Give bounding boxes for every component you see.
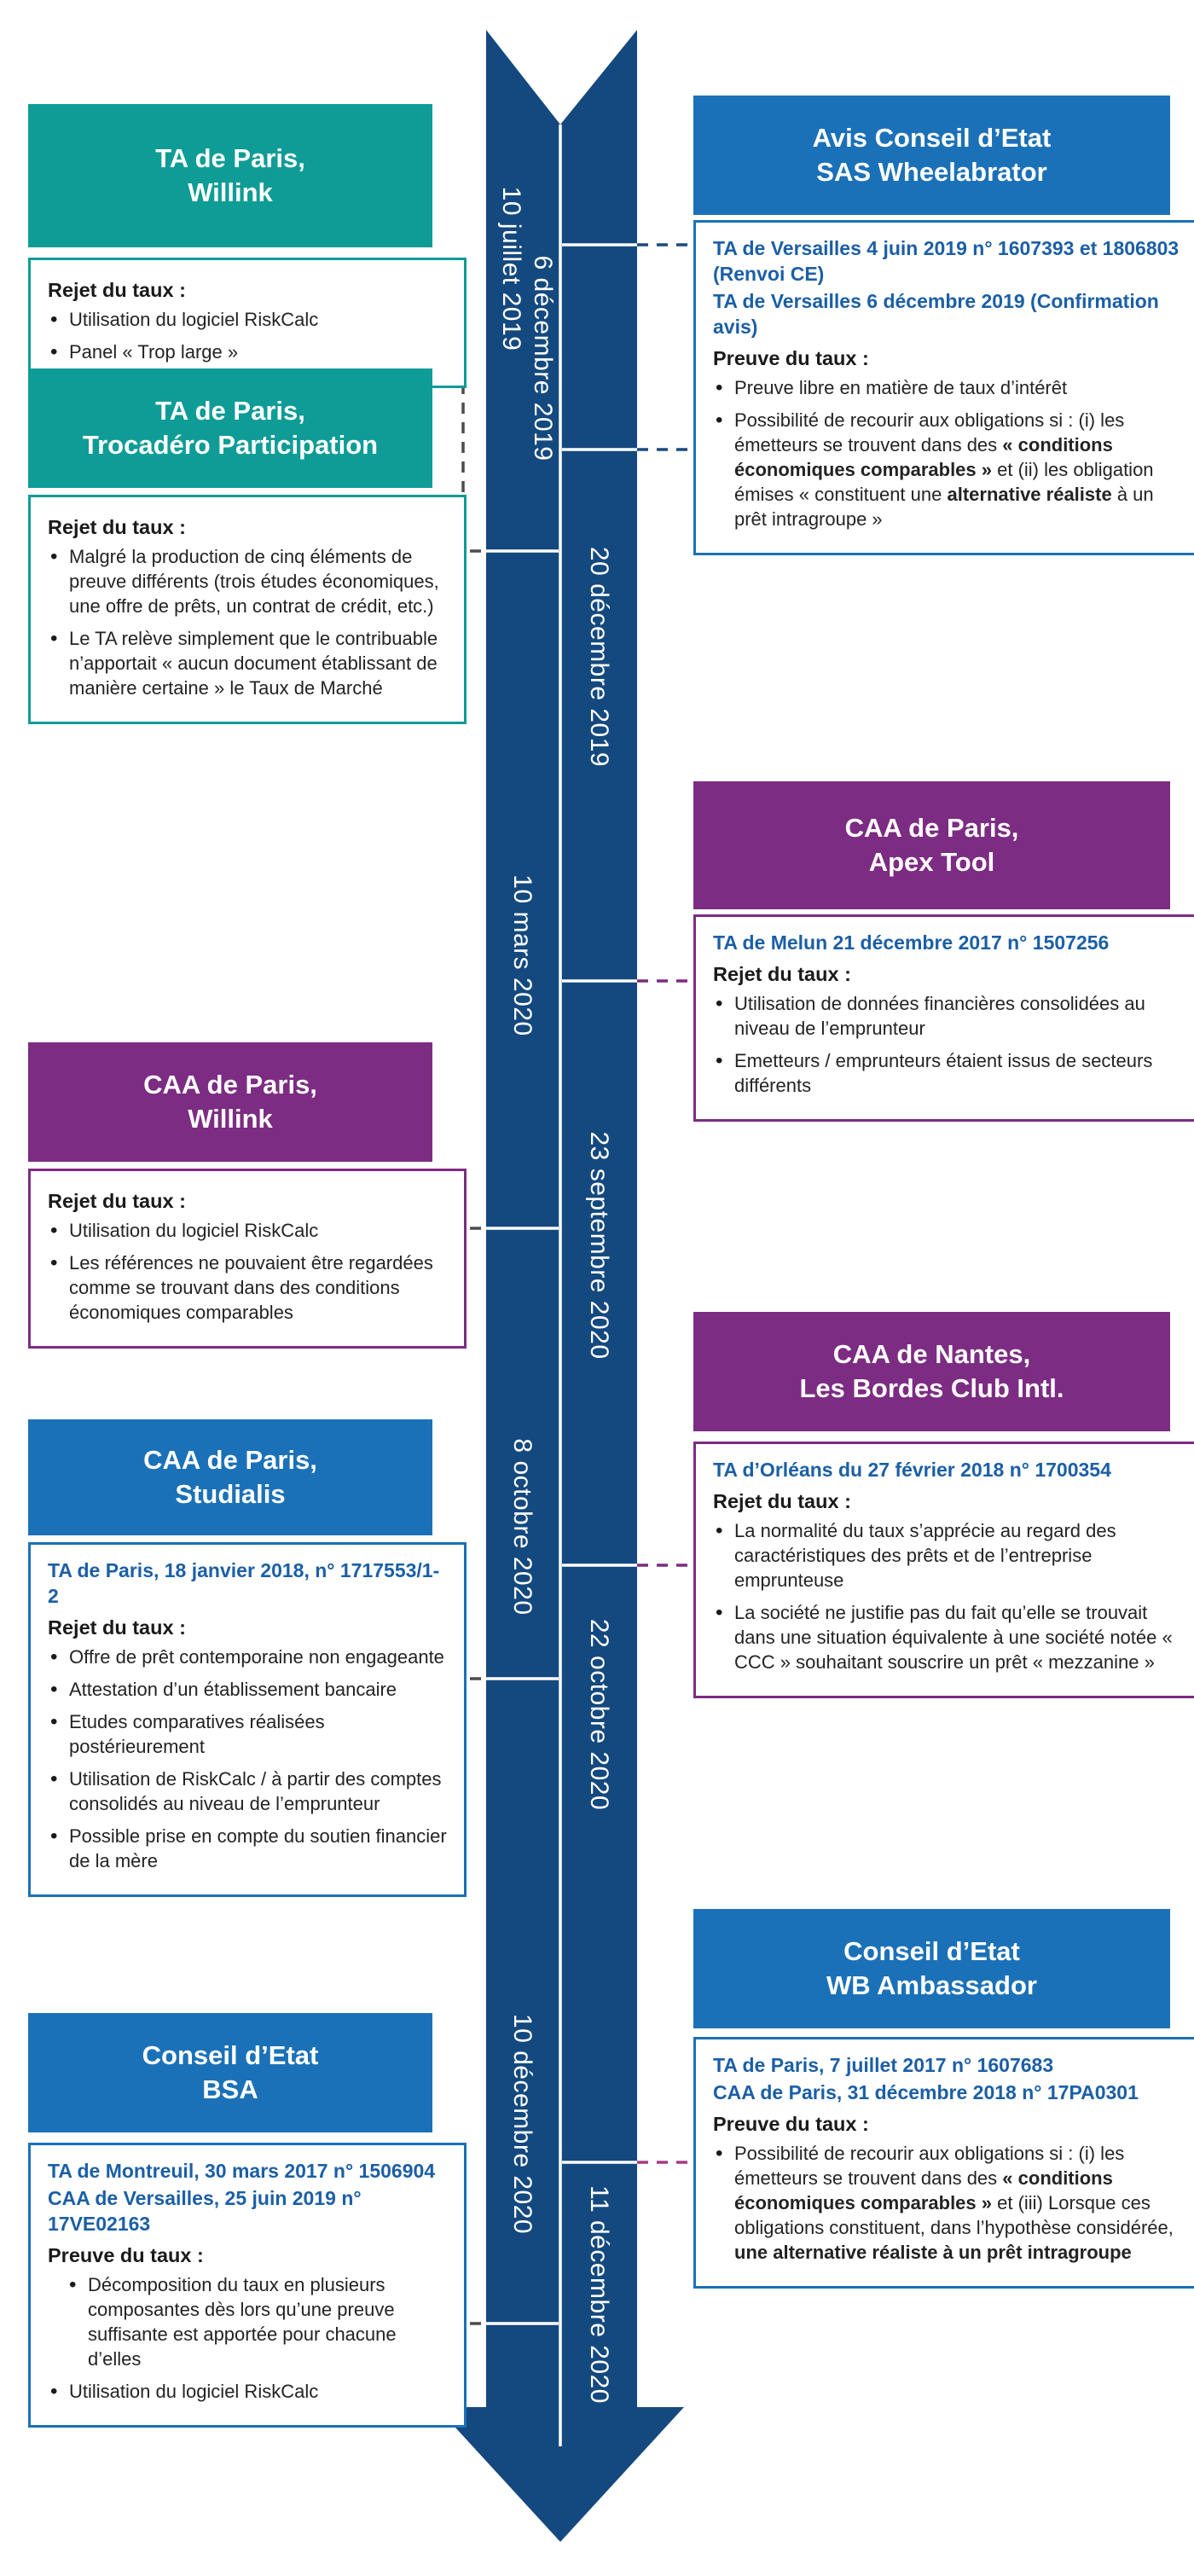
bullet-list xyxy=(48,2272,447,2404)
timeline-date-label: 10 mars 2020 xyxy=(508,874,536,1036)
text-line: Willink xyxy=(188,177,273,207)
card-title-caa-paris-studialis xyxy=(28,1419,432,1535)
card-title-ta-paris-willink xyxy=(28,104,432,247)
text-line: TA d’Orléans du 27 février 2018 n° 1700354 xyxy=(713,1459,1111,1481)
card-details-caa-paris-willink xyxy=(28,1169,467,1349)
case-headline xyxy=(713,236,1185,340)
text-line: CAA de Nantes, xyxy=(832,1338,1031,1369)
timeline-date-label: 6 décembre 2019 xyxy=(529,255,557,461)
card-details-conseil-etat-bsa xyxy=(28,2143,467,2428)
bullet-item: • La société ne justifie pas du fait qu’elle se trouvait dans une situation équivalente à une société notée « CCC » souhaitant souscrire un prêt « mezzanine » xyxy=(713,1600,1185,1674)
card-details-caa-paris-apex xyxy=(693,914,1194,1122)
bullet-item: • Le TA relève simplement que le contribuable n’apportait « aucun document établissant de manière certaine » le Taux de Marché xyxy=(48,626,447,700)
bullet-item: • Décomposition du taux en plusieurs composantes dès lors qu’une preuve suffisante est apportée pour chacune d’elles xyxy=(67,2272,447,2371)
bullet-item: • Etudes comparatives réalisées postérieurement xyxy=(48,1709,447,1759)
text-line: Trocadéro Participation xyxy=(82,430,379,460)
bullet-list xyxy=(48,1218,447,1325)
bullet-item: • La normalité du taux s’apprécie au regard des caractéristiques des prêts et de l’entreprise emprunteuse xyxy=(713,1518,1185,1593)
card-title-caa-paris-apex xyxy=(693,781,1170,909)
case-headline xyxy=(48,2159,447,2237)
text-line: CAA de Paris, xyxy=(143,1069,317,1099)
case-headline xyxy=(713,1458,1185,1483)
section-label: Preuve du taux : xyxy=(48,2243,204,2266)
bullet-item: • Utilisation du logiciel RiskCalc xyxy=(48,307,447,332)
bullet-list xyxy=(713,375,1185,531)
bullet-item: • Attestation d’un établissement bancaire xyxy=(48,1677,447,1702)
text-line: Avis Conseil d’Etat xyxy=(812,122,1052,153)
timeline-date-label: 11 décembre 2020 xyxy=(585,2185,613,2404)
section-label: Rejet du taux : xyxy=(48,1190,186,1212)
text-line: TA de Paris, 7 juillet 2017 n° 1607683 xyxy=(713,2054,1054,2076)
card-title-conseil-etat-bsa xyxy=(28,2013,432,2132)
bullet-item: • Offre de prêt contemporaine non engageante xyxy=(48,1645,447,1669)
timeline-date-label: 23 septembre 2020 xyxy=(585,1131,613,1360)
text-line: CAA de Paris, 31 décembre 2018 n° 17PA0301 xyxy=(713,2080,1139,2103)
text-line: Studialis xyxy=(175,1479,286,1509)
text-line: CAA de Paris, xyxy=(844,812,1019,843)
case-headline xyxy=(713,931,1185,956)
text-line: TA de Versailles 4 juin 2019 n° 1607393 et 1806803 (Renvoi CE) xyxy=(713,237,1180,285)
bullet-item: • Preuve libre en matière de taux d’intérêt xyxy=(713,375,1185,400)
section-label: Rejet du taux : xyxy=(48,1616,186,1639)
text-line: Willink xyxy=(188,1104,273,1134)
text-line: Les Bordes Club Intl. xyxy=(799,1373,1064,1403)
case-headline xyxy=(48,1558,447,1610)
bullet-item: • Utilisation de RiskCalc / à partir des comptes consolidés au niveau de l’emprunteur xyxy=(48,1767,447,1816)
bullet-list xyxy=(48,307,447,364)
bullet-item: • Possibilité de recourir aux obligations si : (i) les émetteurs se trouvent dans des « conditions économiques comparables » et (iii) Lorsque ces obligations constituent, dans l’hypothèse considérée, une alternative réaliste à un prêt intragroupe xyxy=(713,2141,1185,2265)
timeline-date-label: 20 décembre 2019 xyxy=(585,546,613,768)
text-line: TA de Montreuil, 30 mars 2017 n° 1506904 xyxy=(48,2160,436,2182)
text-line: Conseil d’Etat xyxy=(142,2039,319,2070)
card-details-caa-paris-studialis xyxy=(28,1542,467,1897)
bullet-list xyxy=(48,544,447,700)
bullet-list xyxy=(48,1645,447,1873)
text-line: TA de Paris, xyxy=(155,395,305,426)
section-label: Rejet du taux : xyxy=(48,516,186,538)
bullet-item: • Utilisation du logiciel RiskCalc xyxy=(48,2379,447,2404)
text-line: WB Ambassador xyxy=(826,1970,1037,2000)
card-details-caa-nantes-bordes xyxy=(693,1442,1194,1698)
card-details-avis-ce-wheelabrator xyxy=(693,220,1194,555)
bullet-item: • Possible prise en compte du soutien financier de la mère xyxy=(48,1824,447,1873)
text-line: BSA xyxy=(202,2074,258,2104)
text-line: Apex Tool xyxy=(868,847,995,877)
text-line: SAS Wheelabrator xyxy=(816,157,1047,187)
section-label: Preuve du taux : xyxy=(713,2112,869,2135)
timeline-date-label: 22 octobre 2020 xyxy=(585,1618,613,1811)
card-details-ta-paris-trocadero xyxy=(28,495,467,724)
bullet-item: • Malgré la production de cinq éléments de preuve différents (trois études économiques, une offre de prêts, un contrat de crédit, etc.) xyxy=(48,544,447,618)
section-label: Rejet du taux : xyxy=(713,962,851,985)
bullet-item: • Possibilité de recourir aux obligations si : (i) les émetteurs se trouvent dans des « conditions économiques comparables » et (ii) les obligation émises « constituent une alternative réaliste à un prêt intragroupe » xyxy=(713,408,1185,531)
bullet-list xyxy=(713,1518,1185,1674)
text-line: CAA de Versailles, 25 juin 2019 n° 17VE02163 xyxy=(48,2186,362,2235)
card-title-avis-ce-wheelabrator xyxy=(693,96,1170,215)
timeline-date-label: 10 décembre 2020 xyxy=(508,2013,536,2235)
card-title-caa-paris-willink xyxy=(28,1042,432,1162)
section-label: Rejet du taux : xyxy=(713,1489,851,1512)
bullet-list xyxy=(713,2141,1185,2265)
bullet-item: • Panel « Trop large » xyxy=(48,339,447,364)
text-line: TA de Paris, 18 janvier 2018, n° 1717553/1-2 xyxy=(48,1559,440,1607)
text-line: CAA de Paris, xyxy=(143,1444,317,1475)
case-headline xyxy=(713,2053,1185,2106)
section-label: Rejet du taux : xyxy=(48,279,186,301)
card-details-conseil-etat-wb xyxy=(693,2037,1194,2289)
bullet-item: • Utilisation du logiciel RiskCalc xyxy=(48,1218,447,1243)
card-title-conseil-etat-wb xyxy=(693,1909,1170,2028)
bullet-item: • Emetteurs / emprunteurs étaient issus de secteurs différents xyxy=(713,1048,1185,1098)
text-line: TA de Melun 21 décembre 2017 n° 1507256 xyxy=(713,931,1110,954)
section-label: Preuve du taux : xyxy=(713,346,869,369)
bullet-item: • Les références ne pouvaient être regardées comme se trouvant dans des conditions économiques comparables xyxy=(48,1250,447,1325)
card-title-ta-paris-trocadero xyxy=(28,368,432,488)
timeline-date-label: 8 octobre 2020 xyxy=(508,1438,536,1616)
timeline-date-label: 10 juillet 2019 xyxy=(497,186,525,351)
text-line: TA de Paris, xyxy=(155,142,305,173)
bullet-item: • Utilisation de données financières consolidées au niveau de l’emprunteur xyxy=(713,991,1185,1041)
bullet-list xyxy=(713,991,1185,1098)
card-title-caa-nantes-bordes xyxy=(693,1312,1170,1431)
text-line: Conseil d’Etat xyxy=(843,1935,1020,1966)
text-line: TA de Versailles 6 décembre 2019 (Confirmation avis) xyxy=(713,289,1159,338)
